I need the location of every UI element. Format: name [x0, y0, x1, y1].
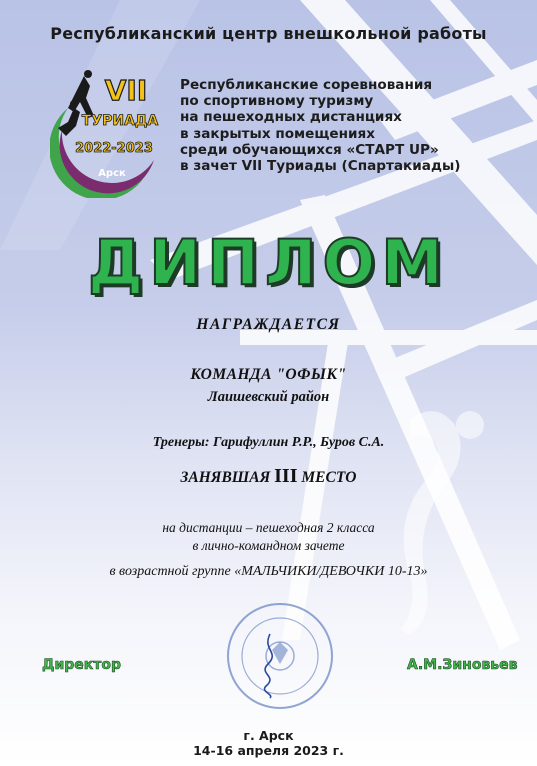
competition-line: по спортивному туризму [180, 93, 374, 110]
place-numeral: III [274, 465, 298, 487]
distance-line: на дистанции – пешеходная 2 класса [162, 520, 375, 535]
director-name: А.М.Зиновьев [407, 657, 518, 673]
logo-years: 2022-2023 [75, 141, 153, 156]
turiada-logo [50, 68, 170, 198]
place-prefix: ЗАНЯВШАЯ [180, 469, 271, 486]
competition-line: в зачет VII Туриады (Спартакиады) [180, 158, 461, 175]
place-suffix: МЕСТО [301, 469, 357, 486]
district-name: Лаишевский район [207, 389, 330, 405]
director-label: Директор [42, 657, 122, 673]
competition-line: в закрытых помещениях [180, 125, 376, 142]
scoring-line: в лично-командном зачете [192, 538, 345, 553]
place-line [0, 465, 537, 488]
logo-roman: VII [104, 74, 148, 107]
competition-line: на пешеходных дистанциях [180, 109, 402, 126]
diploma-title: ДИПЛОМ [88, 226, 449, 299]
age-group-line: в возрастной группе «МАЛЬЧИКИ/ДЕВОЧКИ 10-13» [109, 564, 428, 579]
logo-city: Арск [98, 168, 126, 179]
event-dates: 14-16 апреля 2023 г. [193, 743, 344, 758]
team-name: КОМАНДА "ОФЫК" [190, 366, 347, 383]
event-city: г. Арск [243, 728, 294, 743]
director-signature [240, 630, 300, 700]
awarded-heading: НАГРАЖДАЕТСЯ [196, 316, 341, 333]
competition-line: Республиканские соревнования [180, 77, 433, 93]
competition-line: среди обучающихся «СТАРТ UP» [180, 141, 439, 158]
organization-name: Республиканский центр внешкольной работы [50, 24, 487, 43]
coaches-line: Тренеры: Гарифуллин Р.Р., Буров С.А. [152, 435, 385, 450]
logo-name: ТУРИАДА [81, 113, 159, 129]
competition-title [180, 77, 510, 174]
